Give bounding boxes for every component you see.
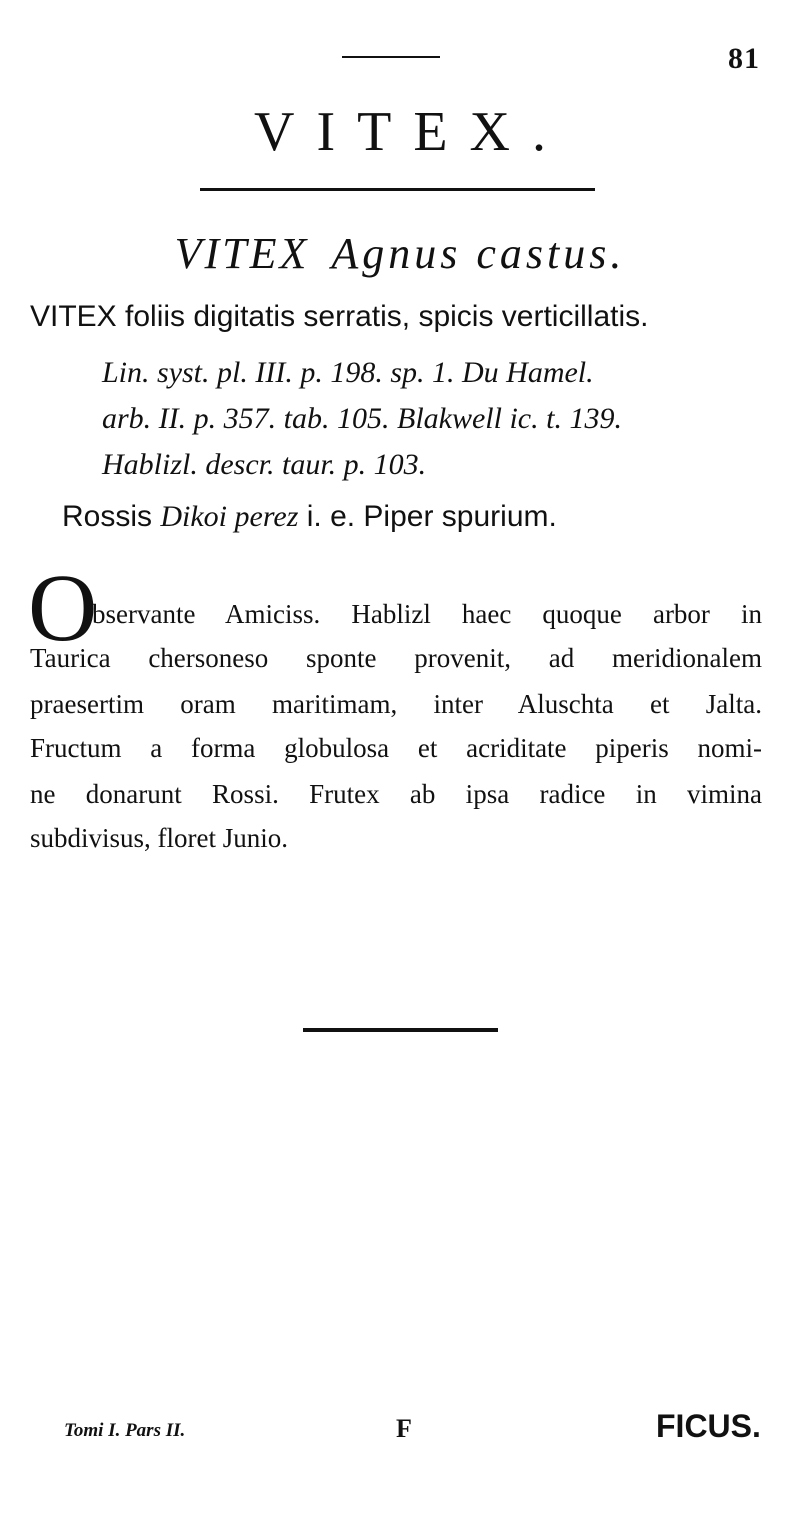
diagnosis-line: VITEX foliis digitatis serratis, spicis verticillatis. (30, 300, 649, 333)
page-number: 81 (728, 42, 760, 75)
vernacular-prefix: Rossis (62, 500, 153, 533)
body-text-line: Fructum a forma globulosa et acriditate piperis nomi- (30, 733, 762, 763)
vernacular-name: Dikoi perez (160, 500, 299, 533)
body-text-line: Taurica chersoneso sponte provenit, ad meridionalem (30, 643, 762, 673)
body-text-line: bservante Amiciss. Hablizl haec quoque arbor in (92, 599, 762, 629)
species-heading (0, 228, 800, 279)
genus-heading: VITEX. (254, 101, 568, 163)
body-text-line: ne donarunt Rossi. Frutex ab ipsa radice in vimina (30, 779, 762, 809)
closing-rule (303, 1028, 498, 1032)
signature-mark: F (396, 1414, 412, 1443)
reference-line: arb. II. p. 357. tab. 105. Blakwell ic. t. 139. (102, 402, 622, 435)
species-epithet: Agnus castus. (331, 229, 626, 278)
catchword: FICUS. (656, 1408, 761, 1444)
reference-line: Hablizl. descr. taur. p. 103. (102, 448, 427, 481)
vernacular-suffix: i. e. Piper spurium. (306, 500, 557, 533)
drop-cap: O (28, 554, 98, 661)
heading-rule (200, 188, 595, 191)
vernacular-name-line (62, 500, 557, 534)
volume-note: Tomi I. Pars II. (64, 1420, 186, 1441)
reference-line: Lin. syst. pl. III. p. 198. sp. 1. Du Hamel. (102, 356, 594, 389)
body-text-line: subdivisus, floret Junio. (30, 823, 289, 853)
body-text-line: praesertim oram maritimam, inter Aluschta et Jalta. (30, 689, 762, 719)
species-genus: VITEX (174, 229, 310, 278)
top-rule (342, 56, 440, 58)
